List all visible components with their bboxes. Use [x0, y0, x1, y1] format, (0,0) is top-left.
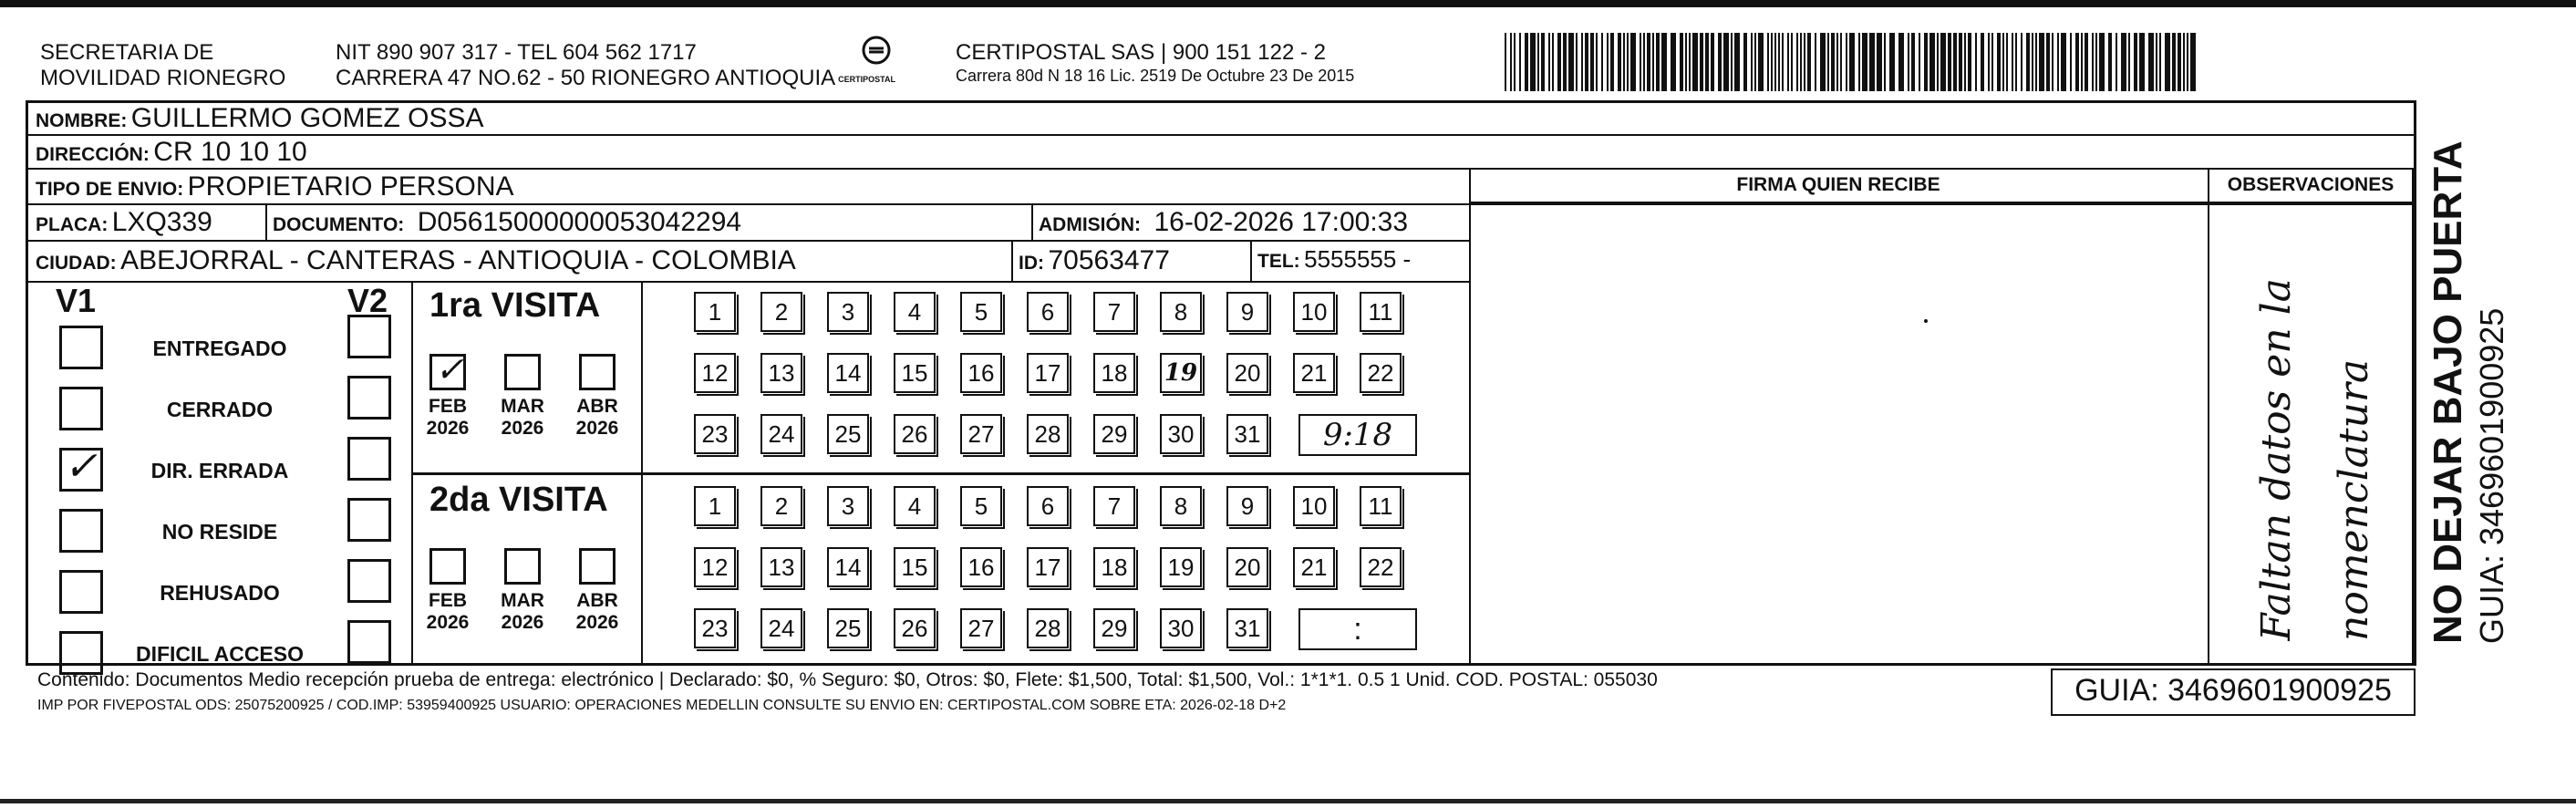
day-box[interactable]: 14	[827, 547, 869, 587]
day-box[interactable]: 9	[1226, 292, 1268, 332]
day-box[interactable]: 21	[1293, 547, 1335, 587]
day-box-marked[interactable]: 19	[1160, 353, 1202, 393]
day-box[interactable]: 1	[694, 486, 736, 526]
v1-checkbox[interactable]	[59, 509, 103, 553]
address-line: CARRERA 47 NO.62 - 50 RIONEGRO ANTIOQUIA	[336, 66, 836, 90]
direccion-value: CR 10 10 10	[153, 137, 307, 167]
issuer-block	[40, 40, 285, 91]
month-name: MAR	[501, 590, 544, 611]
day-box[interactable]: 16	[960, 547, 1002, 587]
nit-line: NIT 890 907 317 - TEL 604 562 1717	[336, 40, 697, 65]
day-box[interactable]: 28	[1027, 608, 1069, 648]
day-box[interactable]: 4	[894, 292, 936, 332]
nombre-row	[36, 103, 484, 134]
month-name: ABR	[576, 396, 618, 417]
day-box[interactable]: 13	[760, 353, 802, 393]
bottom-border	[0, 799, 2576, 803]
issuer-line-1: SECRETARIA DE	[40, 40, 214, 65]
v2-checkbox[interactable]	[347, 315, 391, 358]
month-label	[493, 590, 552, 634]
tel-value: 5555555 -	[1304, 245, 1412, 273]
day-box[interactable]: 11	[1360, 486, 1402, 526]
tel-cell	[1257, 245, 1411, 274]
day-box[interactable]: 12	[694, 547, 736, 587]
day-box[interactable]: 5	[960, 486, 1002, 526]
day-box[interactable]: 15	[894, 547, 936, 587]
day-box[interactable]: 24	[760, 608, 802, 648]
day-box[interactable]: 6	[1027, 486, 1069, 526]
month-name: MAR	[501, 396, 544, 417]
day-box[interactable]: 10	[1293, 486, 1335, 526]
day-box[interactable]: 17	[1027, 547, 1069, 587]
v1-checkbox[interactable]	[59, 387, 103, 430]
v1-checkbox[interactable]	[59, 570, 103, 614]
month-year: 2026	[426, 612, 470, 633]
day-box[interactable]: 22	[1360, 547, 1402, 587]
day-box[interactable]: 14	[827, 353, 869, 393]
day-box[interactable]: 9	[1226, 486, 1268, 526]
day-box[interactable]: 26	[894, 414, 936, 454]
footer-imp: IMP POR FIVEPOSTAL ODS: 25075200925 / COD.IMP: 53959400925 USUARIO: OPERACIONES MEDELLIN CONSULTE SU ENVIO EN: CERTIPOSTAL.COM SOBRE ETA: 2026-02-18 D+2	[37, 698, 1287, 713]
v1-check-mark: ✓	[64, 443, 98, 490]
tipo-label: TIPO DE ENVIO:	[36, 179, 184, 200]
id-cell	[1019, 245, 1170, 276]
day-box[interactable]: 29	[1093, 608, 1135, 648]
documento-cell	[273, 207, 741, 238]
day-box[interactable]: 26	[894, 608, 936, 648]
day-box[interactable]: 2	[760, 292, 802, 332]
month-year: 2026	[575, 612, 619, 633]
v2-checkbox[interactable]	[347, 559, 391, 603]
day-box[interactable]: 12	[694, 353, 736, 393]
side-warning: NO DEJAR BAJO PUERTA	[2426, 140, 2470, 644]
day-box[interactable]: 16	[960, 353, 1002, 393]
day-box[interactable]: 8	[1160, 292, 1202, 332]
v1-checkbox[interactable]	[59, 443, 103, 492]
month-year: 2026	[501, 612, 544, 633]
v2-checkbox[interactable]	[347, 498, 391, 542]
day-box[interactable]: 3	[827, 292, 869, 332]
admision-label: ADMISIÓN:	[1039, 214, 1141, 235]
v2-checkbox[interactable]	[347, 437, 391, 481]
day-box[interactable]: 21	[1293, 353, 1335, 393]
issuer-line-2: MOVILIDAD RIONEGRO	[40, 66, 286, 90]
placa-value: LXQ339	[111, 207, 212, 237]
tel-label: TEL:	[1257, 251, 1300, 272]
v1-checkbox[interactable]	[59, 631, 103, 675]
day-box[interactable]: 22	[1360, 353, 1402, 393]
day-box[interactable]: 11	[1360, 292, 1402, 332]
day-box[interactable]: 8	[1160, 486, 1202, 526]
day-box[interactable]: 15	[894, 353, 936, 393]
nombre-value: GUILLERMO GOMEZ OSSA	[130, 103, 484, 133]
month-checkbox[interactable]	[579, 548, 616, 585]
visit-time-box[interactable]: 9:18	[1298, 414, 1417, 456]
footer-contenido: Contenido: Documentos Medio recepción prueba de entrega: electrónico | Declarado: $0, % Seguro: $0, Otros: $0, Flete: $1,500, Total: $1,500, Vol.: 1*1*1. 0.5 1 Unid. COD. POSTAL: 055030	[37, 669, 1658, 690]
courier-line-2: Carrera 80d N 18 16 Lic. 2519 De Octubre 23 De 2015	[956, 67, 1355, 85]
day-box[interactable]: 29	[1093, 414, 1135, 454]
day-box[interactable]: 30	[1160, 414, 1202, 454]
status-label: CERRADO	[166, 398, 274, 421]
v1-checkbox[interactable]	[59, 326, 103, 369]
month-checkbox[interactable]	[579, 354, 616, 390]
certipostal-logo-icon	[861, 35, 892, 66]
documento-label: DOCUMENTO:	[273, 214, 405, 235]
signature-mark	[1924, 319, 1928, 323]
tipo-row	[36, 171, 514, 202]
ciudad-value: ABEJORRAL - CANTERAS - ANTIOQUIA - COLOMBIA	[120, 245, 796, 275]
ciudad-cell	[36, 245, 796, 276]
month-label	[419, 396, 477, 440]
day-box[interactable]: 23	[694, 608, 736, 648]
month-label	[568, 396, 626, 440]
month-checkbox[interactable]	[429, 349, 466, 390]
month-name: ABR	[576, 590, 618, 611]
status-label: ENTREGADO	[152, 337, 287, 360]
month-name: FEB	[429, 396, 467, 417]
observaciones-header: OBSERVACIONES	[2227, 174, 2395, 195]
month-name: FEB	[429, 590, 467, 611]
tipo-value: PROPIETARIO PERSONA	[187, 171, 514, 202]
delivery-form	[26, 100, 2416, 713]
month-checkbox[interactable]	[504, 354, 541, 390]
admision-value: 16-02-2026 17:00:33	[1154, 207, 1409, 237]
day-box[interactable]: 28	[1027, 414, 1069, 454]
footer-guia: GUIA: 3469601900925	[2074, 673, 2392, 708]
month-label	[493, 396, 552, 440]
placa-cell	[36, 207, 212, 238]
day-box[interactable]: 5	[960, 292, 1002, 332]
id-value: 70563477	[1048, 245, 1170, 275]
documento-value: D05615000000053042294	[417, 207, 742, 237]
day-box[interactable]: 2	[760, 486, 802, 526]
direccion-row	[36, 137, 307, 168]
placa-label: PLACA:	[36, 214, 109, 235]
day-box[interactable]: 17	[1027, 353, 1069, 393]
nombre-label: NOMBRE:	[36, 110, 128, 131]
day-box[interactable]: 27	[960, 414, 1002, 454]
day-box[interactable]: 24	[760, 414, 802, 454]
status-label: DIFICIL ACCESO	[135, 642, 304, 666]
day-box[interactable]: 18	[1093, 353, 1135, 393]
month-year: 2026	[426, 418, 470, 439]
day-box[interactable]: 25	[827, 608, 869, 648]
observaciones-note-line-2: nomenclatura	[2331, 358, 2377, 641]
day-box[interactable]: 1	[694, 292, 736, 332]
issuer-contact	[336, 40, 895, 92]
visit-title: 2da VISITA	[429, 481, 608, 519]
visit-title: 1ra VISITA	[429, 286, 601, 325]
v2-checkbox[interactable]	[347, 620, 391, 664]
day-box[interactable]: 25	[827, 414, 869, 454]
day-box[interactable]: 31	[1226, 608, 1268, 648]
month-year: 2026	[501, 418, 544, 439]
status-label: NO RESIDE	[161, 520, 278, 544]
day-box[interactable]: 20	[1226, 353, 1268, 393]
admision-cell	[1039, 207, 1408, 238]
courier-line-1: CERTIPOSTAL SAS | 900 151 122 - 2	[956, 40, 1326, 65]
v2-checkbox[interactable]	[347, 376, 391, 420]
month-label	[568, 590, 626, 634]
logo-caption: CERTIPOSTAL	[838, 74, 895, 84]
v2-label: V2	[347, 282, 388, 319]
direccion-label: DIRECCIÓN:	[36, 144, 150, 165]
day-box[interactable]: 13	[760, 547, 802, 587]
day-box[interactable]: 3	[827, 486, 869, 526]
day-box[interactable]: 10	[1293, 292, 1335, 332]
month-year: 2026	[575, 418, 619, 439]
courier-block	[956, 40, 1354, 86]
day-box[interactable]: 4	[894, 486, 936, 526]
side-guia: GUIA: 3469601900925	[2473, 307, 2510, 644]
id-label: ID:	[1019, 253, 1044, 274]
day-box[interactable]: 7	[1093, 292, 1135, 332]
day-box[interactable]: 18	[1093, 547, 1135, 587]
ciudad-label: CIUDAD:	[36, 253, 117, 274]
status-label: DIR. ERRADA	[150, 459, 289, 482]
month-checkbox[interactable]	[504, 548, 541, 585]
day-box[interactable]: 20	[1226, 547, 1268, 587]
day-box[interactable]: 19	[1160, 547, 1202, 587]
day-box[interactable]: 7	[1093, 486, 1135, 526]
v1-label: V1	[56, 282, 97, 319]
observaciones-note-line-1: Faltan datos en la	[2253, 278, 2300, 641]
status-label: REHUSADO	[160, 581, 280, 605]
day-box[interactable]: 23	[694, 414, 736, 454]
top-border	[0, 0, 2576, 7]
visit-time-box[interactable]: :	[1298, 608, 1417, 650]
month-checkbox[interactable]	[429, 548, 466, 585]
month-check-mark: ✓	[435, 349, 464, 389]
day-box[interactable]: 31	[1226, 414, 1268, 454]
month-label	[419, 590, 477, 634]
firma-header: FIRMA QUIEN RECIBE	[1736, 174, 1940, 195]
barcode	[1505, 33, 2198, 91]
day-box[interactable]: 6	[1027, 292, 1069, 332]
day-box[interactable]: 27	[960, 608, 1002, 648]
day-box[interactable]: 30	[1160, 608, 1202, 648]
